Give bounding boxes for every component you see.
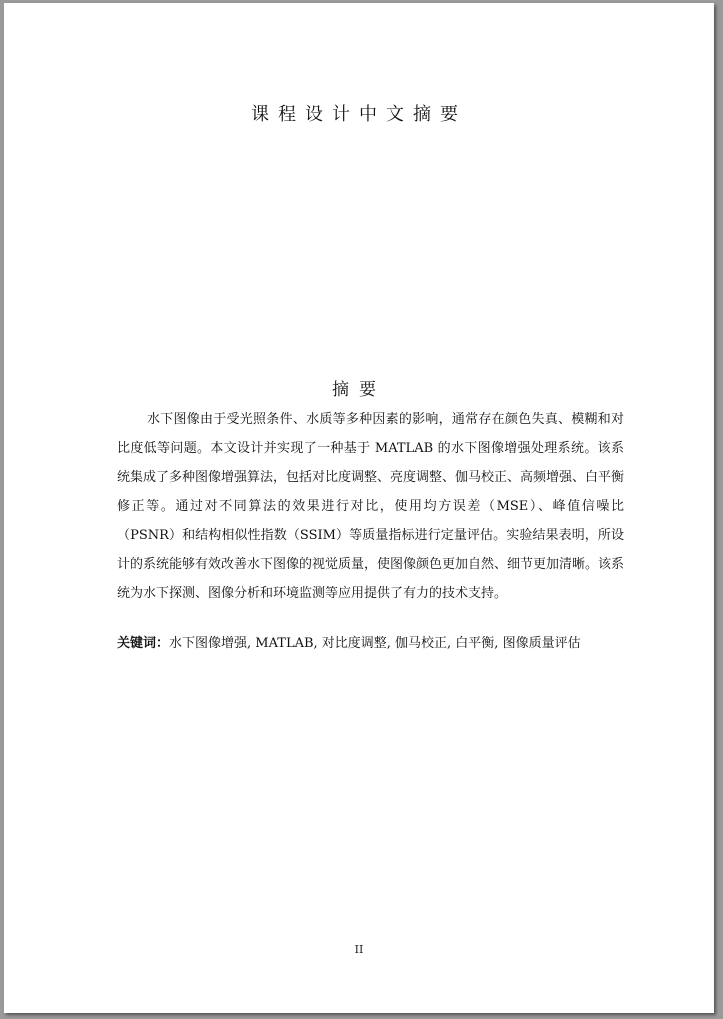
abstract-body: 水下图像由于受光照条件、水质等多种因素的影响，通常存在颜色失真、模糊和对比度低等问题。本文设计并实现了一种基于 MATLAB 的水下图像增强处理系统。该系统集成了多种图像增强算法，包括对比度调整、亮度调整、伽马校正、高频增强、白平衡修正等。通过对不同算法的效果进行对比，使用均方误差（MSE）、峰值信噪比（PSNR）和结构相似性指数（SSIM）等质量指标进行定量评估。实验结果表明，所设计的系统能够有效改善水下图像的视觉质量，使图像颜色更加自然、细节更加清晰。该系统为水下探测、图像分析和环境监测等应用提供了有力的技术支持。 <box>117 412 625 601</box>
document-page <box>4 3 714 1013</box>
keywords-line <box>117 629 637 658</box>
keywords-label: 关键词： <box>117 636 170 651</box>
keywords-list: 水下图像增强, MATLAB, 对比度调整, 伽马校正, 白平衡, 图像质量评估 <box>169 636 581 651</box>
abstract-heading: 摘要 <box>332 380 386 400</box>
document-title: 课程设计中文摘要 <box>251 104 467 125</box>
page-number: II <box>354 943 364 956</box>
